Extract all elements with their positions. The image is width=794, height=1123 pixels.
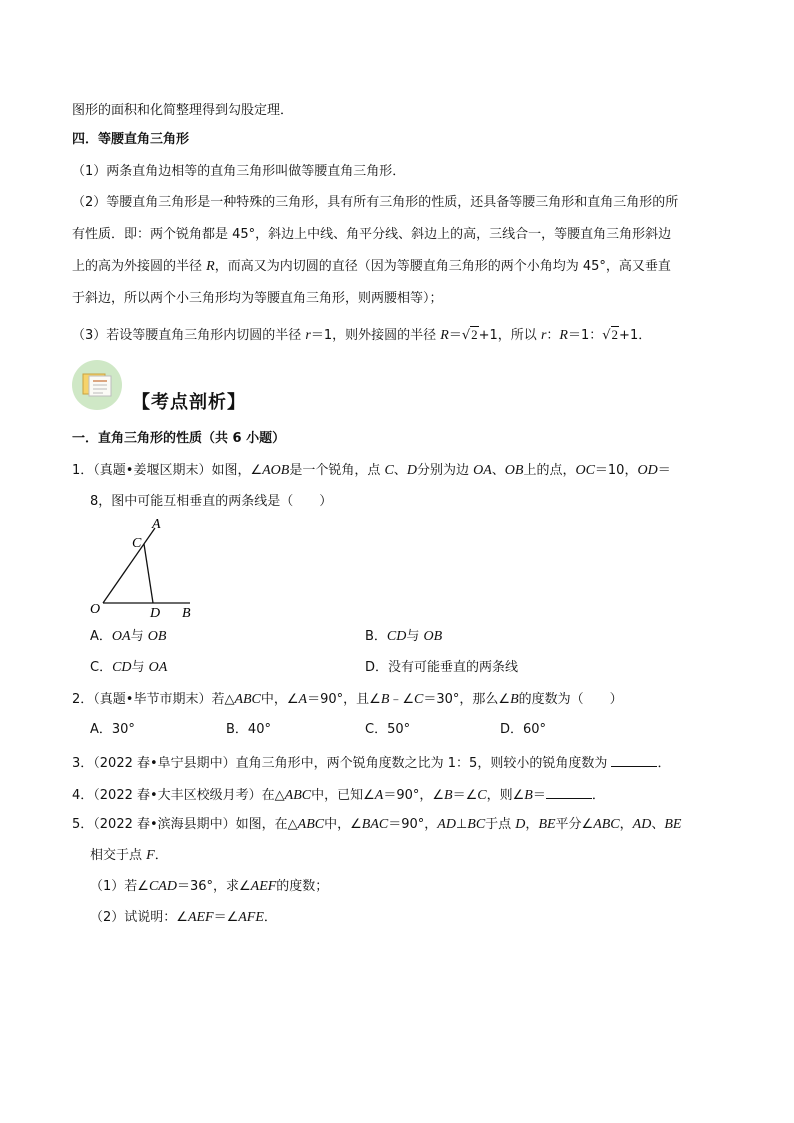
q4-line: 4．（2022 春•大丰区校级月考）在△ABC中，已知∠A＝90°，∠B＝∠C，则∠B＝ ． [72, 784, 605, 806]
q1-option-c: C．CD与 OA [90, 660, 168, 675]
label-C: C [132, 536, 142, 551]
paragraph-2-line-2: 有性质．即：两个锐角都是 45°，斜边上中线、角平分线、斜边上的高，三线合一，等腰直角三角形斜边 [72, 227, 672, 242]
q5-sub-1: （1）若∠CAD＝36°，求∠AEF的度数； [90, 879, 329, 894]
q1-figure [86, 516, 206, 624]
q2-option-b: B．40° [226, 722, 271, 737]
q1-option-a: A．OA与 OB [90, 629, 167, 644]
q2-option-a: A．30° [90, 722, 135, 737]
paragraph-3: （3）若设等腰直角三角形内切圆的半径 r＝1，则外接圆的半径 R＝√2+1，所以 r：R＝1：√2+1． [72, 327, 652, 343]
intro-line: 图形的面积和化简整理得到勾股定理． [72, 103, 294, 118]
paragraph-1: （1）两条直角边相等的直角三角形叫做等腰直角三角形． [72, 164, 406, 179]
q5-line-1: 5．（2022 春•滨海县期中）如图，在△ABC中，∠BAC＝90°，AD⊥BC于点 D，BE平分∠ABC，AD、BE [72, 817, 682, 832]
paragraph-2-line-1: （2）等腰直角三角形是一种特殊的三角形，具有所有三角形的性质，还具备等腰三角形和直角三角形的所 [72, 195, 679, 210]
heading-text: 【考点剖析】 [132, 392, 246, 413]
label-A: A [152, 517, 161, 532]
q3-line: 3．（2022 春•阜宁县期中）直角三角形中，两个锐角度数之比为 1：5，则较小的锐角度数为 ． [72, 752, 671, 774]
book-notes-icon [72, 360, 122, 410]
subsection-title: 一．直角三角形的性质（共 6 小题） [72, 431, 286, 446]
paragraph-2-line-3: 上的高为外接圆的半径 R，而高又为内切圆的直径（因为等腰直角三角形的两个小角均为 45°，高又垂直 [72, 259, 671, 274]
q2-option-d: D．60° [500, 722, 547, 737]
q2-line: 2．（真题•毕节市期末）若△ABC中，∠A＝90°，且∠B﹣∠C＝30°，那么∠B的度数为（ ） [72, 692, 623, 707]
paragraph-2-line-4: 于斜边，所以两个小三角形均为等腰直角三角形，则两腰相等）； [72, 291, 443, 306]
label-D: D [150, 606, 161, 620]
q1-line-2: 8，图中可能互相垂直的两条线是（ ） [90, 494, 333, 509]
q1-option-b: B．CD与 OB [365, 629, 443, 644]
q5-line-2: 相交于点 F． [90, 848, 168, 863]
answer-blank[interactable] [546, 784, 592, 799]
q1-line-1: 1．（真题•姜堰区期末）如图，∠AOB是一个锐角，点 C、D分别为边 OA、OB上的点，OC＝10，OD＝ [72, 463, 671, 478]
q1-option-d: D．没有可能垂直的两条线 [365, 660, 519, 675]
label-B: B [182, 606, 191, 620]
q5-sub-2: （2）试说明：∠AEF＝∠AFE． [90, 910, 277, 925]
q2-option-c: C．50° [365, 722, 411, 737]
label-O: O [90, 602, 101, 617]
segment-cd [144, 544, 153, 603]
section-heading [72, 356, 246, 414]
answer-blank[interactable] [611, 752, 657, 767]
section-title: 四．等腰直角三角形 [72, 132, 190, 147]
